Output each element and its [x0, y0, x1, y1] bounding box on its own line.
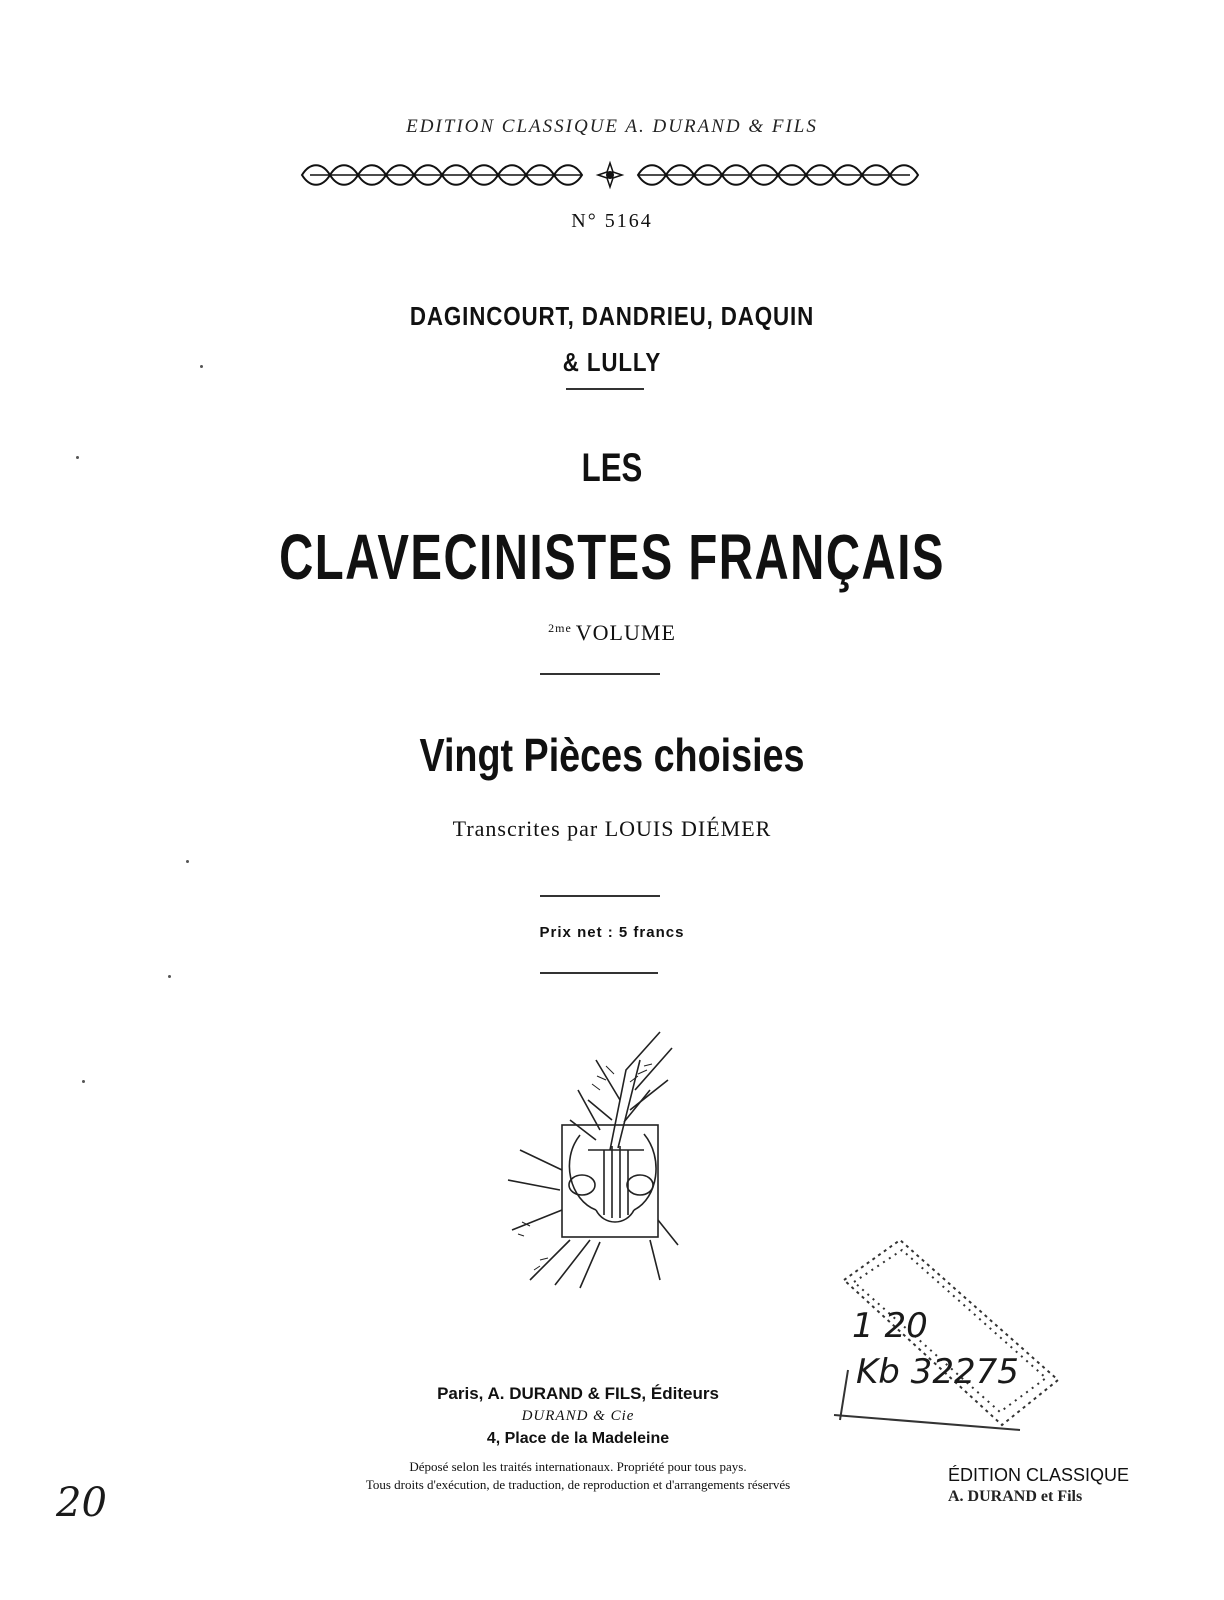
speck	[76, 456, 79, 459]
divider	[540, 673, 660, 675]
publisher-address: 4, Place de la Madeleine	[486, 1430, 670, 1447]
publisher: Paris, A. DURAND & FILS, Éditeurs	[437, 1384, 719, 1403]
composers-line1: DAGINCOURT, DANDRIEU, DAQUIN	[409, 301, 815, 331]
divider	[540, 972, 658, 974]
volume-label	[0, 620, 1224, 646]
legal-notice-1: Déposé selon les traités internationaux. Propriété pour tous pays.	[409, 1459, 747, 1474]
divider	[540, 895, 660, 897]
ornament-border-icon	[300, 158, 920, 192]
price: Prix net : 5 francs	[539, 924, 685, 941]
speck	[82, 1080, 85, 1083]
publisher-firm: DURAND & Cie	[521, 1408, 635, 1424]
edition-stamp-line1: ÉDITION CLASSIQUE	[948, 1465, 1130, 1485]
volume-ordinal: 2me	[548, 621, 572, 635]
legal-notice-2: Tous droits d'exécution, de traduction, de reproduction et d'arrangements réservés	[365, 1477, 791, 1492]
series-title: EDITION CLASSIQUE A. DURAND & FILS	[406, 116, 818, 137]
transcriber-credit: Transcrites par LOUIS DIÉMER	[452, 816, 772, 841]
speck	[200, 365, 203, 368]
composers-line2: & LULLY	[562, 347, 662, 377]
stamp-handwritten-line2: Kb 32275	[856, 1352, 1019, 1392]
catalog-number: N° 5164	[571, 210, 653, 232]
stamp-handwritten-line1: 1 20	[852, 1306, 928, 1346]
speck	[168, 975, 171, 978]
margin-note: 20	[56, 1480, 107, 1526]
edition-stamp	[948, 1464, 1224, 1508]
composers	[86, 293, 1139, 385]
speck	[186, 860, 189, 863]
edition-stamp-line2: A. DURAND et Fils	[948, 1488, 1083, 1505]
lyre-vignette-icon	[500, 1030, 680, 1290]
divider	[566, 388, 644, 390]
volume-word: VOLUME	[575, 620, 676, 645]
title-les: LES	[581, 446, 643, 490]
subtitle: Vingt Pièces choisies	[419, 729, 805, 781]
page-title: CLAVECINISTES FRANÇAIS	[279, 521, 945, 593]
